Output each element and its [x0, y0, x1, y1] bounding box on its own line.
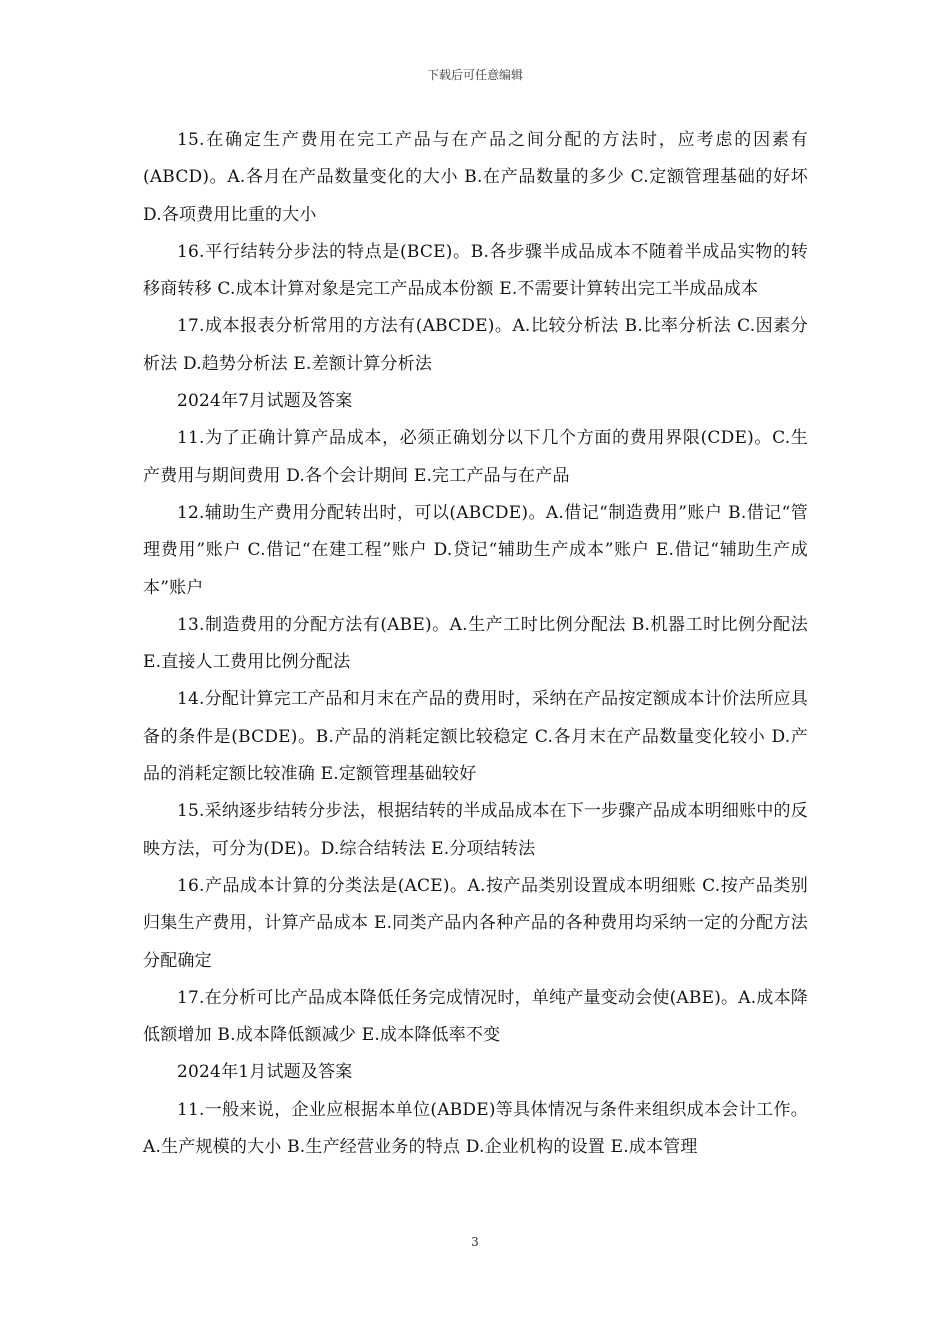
question-12-auxiliary-costs: 12.辅助生产费用分配转出时，可以(ABCDE)。A.借记“制造费用”账户 B.借记“管理费用”账户 C.借记“在建工程”账户 D.贷记“辅助生产成本”账户 E.借记“辅助生产成本”账户 [143, 502, 808, 598]
question-17-report-analysis: 17.成本报表分析常用的方法有(ABCDE)。A.比较分析法 B.比率分析法 C.因素分析法 D.趋势分析法 E.差额计算分析法 [143, 316, 808, 374]
question-15-stepwise-transfer: 15.采纳逐步结转分步法，根据结转的半成品成本在下一步骤产品成本明细账中的反映方法，可分为(DE)。D.综合结转法 E.分项结转法 [143, 801, 808, 859]
question-17-comparable-products: 17.在分析可比产品成本降低任务完成情况时，单纯产量变动会使(ABE)。A.成本降低额增加 B.成本降低额减少 E.成本降低率不变 [143, 987, 808, 1046]
section-heading-2024-january: 2024年1月试题及答案 [177, 1062, 353, 1083]
question-11-cost-accounting-organization: 11.一般来说，企业应根据本单位(ABDE)等具体情况与条件来组织成本会计工作。A.生产规模的大小 B.生产经营业务的特点 D.企业机构的设置 E.成本管理 [143, 1099, 808, 1158]
question-16-parallel-transfer: 16.平行结转分步法的特点是(BCE)。B.各步骤半成品成本不随着半成品实物的转移商转移 C.成本计算对象是完工产品成本份额 E.不需要计算转出完工半成品成本 [143, 241, 808, 300]
section-heading-2024-july: 2024年7月试题及答案 [177, 391, 353, 412]
question-14-standard-cost-method: 14.分配计算完工产品和月末在产品的费用时，采纳在产品按定额成本计价法所应具备的条件是(BCDE)。B.产品的消耗定额比较稳定 C.各月末在产品数量变化较小 D.产品的消耗定额比较准确 E.定额管理基础较好 [143, 689, 808, 785]
page-number: 3 [471, 1235, 479, 1249]
document-body [143, 122, 808, 1166]
page-header: 下载后可任意编辑 [426, 68, 523, 82]
question-13-overhead-allocation: 13.制造费用的分配方法有(ABE)。A.生产工时比例分配法 B.机器工时比例分配法 E.直接人工费用比例分配法 [143, 614, 808, 673]
question-11-cost-boundaries: 11.为了正确计算产品成本，必须正确划分以下几个方面的费用界限(CDE)。C.生产费用与期间费用 D.各个会计期间 E.完工产品与在产品 [143, 428, 808, 486]
question-15-allocation-factors: 15.在确定生产费用在完工产品与在产品之间分配的方法时，应考虑的因素有(ABCD)。A.各月在产品数量变化的大小 B.在产品数量的多少 C.定额管理基础的好坏 D.各项费用比重的大小 [143, 130, 808, 225]
question-16-classification-method: 16.产品成本计算的分类法是(ACE)。A.按产品类别设置成本明细账 C.按产品类别归集生产费用，计算产品成本 E.同类产品内各种产品的各种费用均采纳一定的分配方法分配确定 [143, 875, 808, 971]
